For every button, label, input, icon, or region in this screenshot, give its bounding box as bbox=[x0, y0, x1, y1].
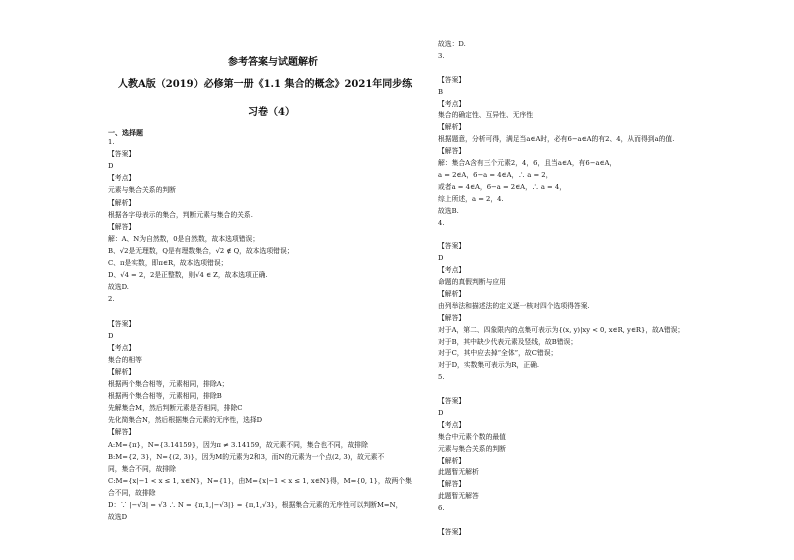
left_lines-line: 【考点】 bbox=[108, 343, 136, 352]
right_lines-line: 【答案】 bbox=[438, 75, 466, 84]
left_lines-line: 【解答】 bbox=[108, 222, 136, 231]
left_lines-line: 同，集合不同，故排除 bbox=[108, 464, 176, 473]
left_lines-line: D bbox=[108, 331, 114, 340]
subtitle-line-2: 习卷（4） bbox=[248, 107, 295, 118]
right_lines-line: D bbox=[438, 254, 444, 263]
right_lines-line: 故选：D. bbox=[438, 40, 466, 48]
left_lines-line: 【解答】 bbox=[108, 428, 136, 437]
section-heading: 一、选择题 bbox=[108, 128, 143, 137]
left_lines-line: 【解析】 bbox=[108, 198, 136, 207]
right_lines-line: 对于C，其中应去掉“全体”，故C错误； bbox=[438, 349, 558, 358]
right_lines-line: 3. bbox=[438, 51, 445, 60]
right_lines-line: 对于B，其中缺少代表元素及竖线，故B错误； bbox=[438, 337, 578, 346]
left_lines-line: D、√4 = 2，2是正整数，则√4 ∈ Z，故本选项正确. bbox=[108, 271, 268, 280]
left_lines-line: 1. bbox=[108, 138, 115, 146]
left_lines-line: A:M={π}，N={3.14159}，因为π ≠ 3.14159，故元素不同，集合也不同，故排除 bbox=[108, 440, 368, 449]
right_lines-line: 命题的真假判断与应用 bbox=[438, 278, 506, 286]
left_lines-line: 元素与集合关系的判断 bbox=[108, 186, 176, 195]
left_lines-line: B:M={2, 3}，N={(2, 3)}，因为M的元素为2和3，而N的元素为一个点(2, 3)，故元素不 bbox=[108, 452, 385, 461]
right_lines-line: 【考点】 bbox=[438, 266, 466, 275]
left_lines-line: 根据两个集合相等，元素相同，排除A； bbox=[108, 380, 229, 388]
left_lines-line: 集合的相等 bbox=[108, 355, 142, 364]
subtitle-line-1: 人教A版（2019）必修第一册《1.1 集合的概念》2021年同步练 bbox=[118, 79, 413, 90]
right_lines-line: 【答案】 bbox=[438, 242, 466, 251]
right_lines-line: 【考点】 bbox=[438, 99, 466, 108]
left_lines-line: C、π是实数，即π∈R，故本选项错误； bbox=[108, 259, 228, 267]
right_lines-line: 5. bbox=[438, 373, 445, 382]
right_lines-line: 【答案】 bbox=[438, 397, 466, 405]
left_lines-line: 先化简集合N，然后根据集合元素的无序性，选择D bbox=[108, 416, 263, 425]
right_lines-line: 【答案】 bbox=[438, 527, 466, 536]
left_lines-line: 【答案】 bbox=[108, 319, 136, 328]
right_lines-line: 【解析】 bbox=[438, 289, 466, 298]
left_lines-line: C:M={x|−1 < x ≤ 1, x∈N}，N={1}，由M={x|−1 < x ≤ 1, x∈N}得，M={0, 1}，故两个集 bbox=[108, 476, 412, 485]
left_lines-line: 故选D bbox=[108, 513, 128, 522]
right_lines-line: 或者a = 4∈A，6−a = 2∈A，∴ a = 4， bbox=[438, 182, 567, 191]
right-column bbox=[438, 0, 768, 560]
right_lines-line: 4. bbox=[438, 218, 445, 227]
right_lines-line: 6. bbox=[438, 504, 445, 513]
left_lines-line: D bbox=[108, 162, 114, 171]
left_lines-line: 根据各字母表示的集合，判断元素与集合的关系. bbox=[108, 210, 253, 219]
right_lines-line: 元素与集合关系的判断 bbox=[438, 444, 506, 453]
right_lines-line: 对于D，实数集可表示为R，正确. bbox=[438, 361, 540, 370]
left_lines-line: 【解析】 bbox=[108, 367, 136, 376]
right_lines-line: 【解析】 bbox=[438, 123, 466, 132]
right_lines-line: 【考点】 bbox=[438, 420, 466, 429]
left_lines-line: 根据两个集合相等，元素相同，排除B bbox=[108, 392, 222, 401]
left_lines-line: 合不同，故排除 bbox=[108, 488, 156, 497]
right_lines-line: 对于A，第二、四象限内的点集可表示为{(x, y)|xy < 0, x∈R, y∈R}，故A错误； bbox=[438, 325, 685, 334]
right_lines-line: 集合的确定性、互异性、无序性 bbox=[438, 111, 534, 120]
left_lines-line: 【答案】 bbox=[108, 150, 136, 159]
left_lines-line: 2. bbox=[108, 295, 115, 304]
right_lines-line: 此题暂无解答 bbox=[438, 492, 479, 501]
left_lines-line: 故选D. bbox=[108, 283, 129, 292]
right_lines-line: 综上所述，a = 2，4. bbox=[438, 194, 504, 203]
right_lines-line: 【解析】 bbox=[438, 456, 466, 465]
right_lines-line: 解：集合A含有三个元素2，4，6，且当a∈A，有6−a∈A， bbox=[438, 159, 617, 167]
left_lines-line: D：∵ |−√3| = √3 ∴ N = {π,1,|−√3|} = {π,1,√3}，根据集合元素的无序性可以判断M=N， bbox=[108, 501, 403, 509]
right_lines-line: a = 2∈A，6−a = 4∈A，∴ a = 2， bbox=[438, 170, 553, 179]
left_lines-line: 【考点】 bbox=[108, 174, 136, 183]
left_lines-line: B、√2是无理数，Q是有理数集合，√2 ∉ Q，故本选项错误； bbox=[108, 246, 294, 255]
page-title: 参考答案与试题解析 bbox=[228, 57, 318, 68]
right_lines-line: 【解答】 bbox=[438, 147, 466, 156]
left_lines-line: 解：A、N为自然数，0是自然数，故本选项错误； bbox=[108, 234, 260, 243]
right_lines-line: 由列举法和描述法的定义逐一核对四个选项得答案. bbox=[438, 301, 590, 310]
left-column bbox=[108, 0, 438, 560]
right_lines-line: 此题暂无解析 bbox=[438, 468, 479, 477]
right_lines-line: 集合中元素个数的最值 bbox=[438, 432, 506, 441]
right_lines-line: 故选B. bbox=[438, 206, 459, 215]
right_lines-line: B bbox=[438, 87, 443, 96]
right_lines-line: 根据题意，分析可得，满足当a∈A时，必有6−a∈A的有2、4，从而得到a的值. bbox=[438, 135, 675, 144]
left_lines-line: 先解集合M，然后判断元素是否相同，排除C bbox=[108, 404, 243, 413]
right_lines-line: 【解答】 bbox=[438, 313, 466, 322]
right_lines-line: 【解答】 bbox=[438, 480, 466, 489]
right_lines-line: D bbox=[438, 408, 444, 417]
